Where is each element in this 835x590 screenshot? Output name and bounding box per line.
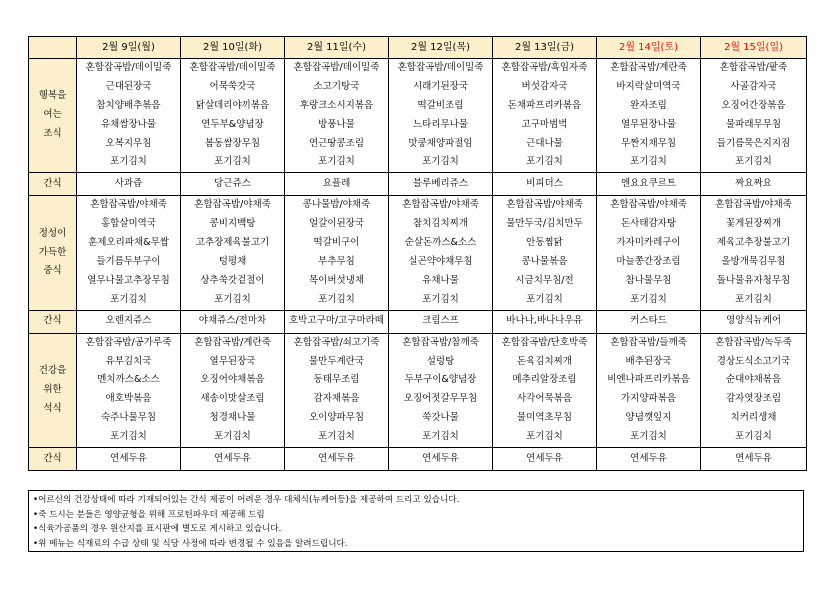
menu-item: 오복지무침: [105, 137, 152, 149]
menu-item: 혼합잡곡밥/계란죽: [194, 336, 271, 348]
meal-cell: [493, 333, 597, 447]
menu-item: 혼합잡곡밥/공가루죽: [85, 336, 172, 348]
menu-item: 사각어묵볶음: [516, 393, 573, 405]
menu-item: 봄동쌈장무침: [204, 137, 261, 149]
menu-item: 새송이맛살조림: [200, 393, 265, 405]
menu-item: 비엔나파프리카볶음: [607, 374, 690, 386]
meal-cell: [493, 196, 597, 310]
snack-cell: 야채쥬스/전마차: [181, 310, 285, 333]
menu-item: 감자엿장조림: [725, 393, 782, 405]
snack-row: [29, 310, 807, 333]
meal-cell: [285, 333, 389, 447]
meal-cell: [493, 59, 597, 173]
menu-item: 마늘쫑간장조림: [616, 256, 681, 268]
menu-item: 근대된장국: [105, 80, 152, 92]
menu-item: 들기름묵은지지짐: [716, 137, 791, 149]
menu-item: 포기김치: [630, 156, 667, 168]
menu-item: 두부구이&양념장: [404, 374, 477, 386]
menu-item: 콩나물밥/야채죽: [302, 199, 371, 211]
snack-cell: 연세두유: [181, 448, 285, 471]
menu-item: 올방개묵김무침: [721, 256, 786, 268]
day-header-6: 2월 14일(토): [597, 37, 701, 59]
snack-cell: 영양식뉴케어: [701, 310, 807, 333]
meal-section-title: 행복을 여는 조식: [29, 59, 77, 173]
menu-item: 혼합잡곡밥/데이밀죽: [85, 62, 172, 73]
menu-item: 메추리알장조림: [512, 374, 577, 386]
snack-cell: 호박고구마/고구마라떼: [285, 310, 389, 333]
menu-item: 혼합잡곡밥/데이밀죽: [293, 62, 380, 73]
menu-item: 떡갈비조림: [417, 99, 464, 111]
menu-item: 포기김치: [110, 293, 147, 305]
menu-item: 양념깻잎지: [625, 412, 672, 424]
menu-item: 돈사태감자탕: [620, 218, 677, 230]
menu-item: 연두부&양념장: [201, 118, 264, 130]
menu-item: 포기김치: [526, 431, 563, 443]
menu-item: 목이버섯냉채: [308, 274, 365, 286]
snack-label: 간식: [29, 448, 77, 471]
snack-cell: 연세두유: [77, 448, 181, 471]
menu-item: 떡갈비구이: [313, 237, 360, 249]
note-line: •식육가공품의 경우 원산지를 표시판에 별도로 게시하고 있습니다.: [33, 524, 282, 534]
menu-item: 가자미카레구이: [616, 237, 681, 249]
menu-item: 혼합잡곡밥/야채죽: [715, 199, 792, 211]
menu-item: 안동찜닭: [526, 237, 563, 249]
meal-cell: [597, 196, 701, 310]
snack-cell: 엔요요쿠르트: [597, 173, 701, 196]
menu-item: 유채쌈장나물: [100, 118, 157, 130]
notes-box: [28, 490, 804, 552]
menu-item: 혼합잡곡밥/데이밀죽: [189, 62, 276, 73]
meal-cell: [701, 59, 807, 173]
meal-cell: [701, 196, 807, 310]
day-header-1: 2월 9일(월): [77, 37, 181, 59]
day-header-7: 2월 15일(일): [701, 37, 807, 59]
menu-item: 포기김치: [630, 431, 667, 443]
menu-item: 방풍나물: [318, 118, 355, 130]
menu-item: 텅평채: [218, 256, 247, 268]
menu-item: 들기름두부구이: [96, 256, 161, 268]
menu-item: 포기김치: [318, 431, 355, 443]
meal-cell: [389, 333, 493, 447]
menu-item: 시금치무침/전: [515, 274, 574, 286]
menu-item: 맛쿵채양파절임: [408, 137, 473, 149]
day-header-3: 2월 11일(수): [285, 37, 389, 59]
snack-cell: 연세두유: [597, 448, 701, 471]
menu-item: 훈제오리파채&무쌈: [88, 237, 169, 249]
snack-cell: 비피더스: [493, 173, 597, 196]
menu-item: 포기김치: [630, 293, 667, 305]
menu-item: 꽃게된장찌개: [725, 218, 782, 230]
menu-item: 숙주나물무침: [100, 412, 157, 424]
menu-item: 부추무침: [318, 256, 355, 268]
menu-item: 콩비지백탕: [209, 218, 256, 230]
menu-item: 참치양배추볶음: [96, 99, 161, 111]
menu-item: 사골감자국: [730, 80, 777, 92]
meal-section-title: 건강을 위한 석식: [29, 333, 77, 447]
menu-item: 혼합잡곡밥/계란죽: [610, 62, 687, 73]
menu-item: 혼합잡곡밥/녹두죽: [715, 336, 792, 348]
meal-row: [29, 196, 807, 310]
menu-item: 혼합잡곡밥/들깨죽: [610, 336, 687, 348]
menu-item: 열무된장국: [209, 355, 256, 367]
snack-cell: 요플레: [285, 173, 389, 196]
menu-item: 순대야채볶음: [725, 374, 782, 386]
day-header-row: [29, 37, 807, 59]
menu-item: 포기김치: [214, 156, 251, 168]
menu-item: 홍합살미역국: [100, 218, 157, 230]
meal-cell: [285, 196, 389, 310]
meal-cell: [181, 196, 285, 310]
snack-row: [29, 448, 807, 471]
menu-item: 완자조림: [630, 99, 667, 111]
menu-item: 열무나물고추장무침: [87, 274, 170, 286]
menu-item: 혼합잡곡밥/야채죽: [506, 199, 583, 211]
snack-cell: 커스타드: [597, 310, 701, 333]
menu-item: 소고기탕국: [313, 80, 360, 92]
meal-cell: [77, 196, 181, 310]
snack-label: 간식: [29, 173, 77, 196]
note-line: •어르신의 건강상태에 따라 기재되어있는 간식 제공이 어려운 경우 대체식(뉴케어등)을 제공하여 드리고 있습니다.: [33, 495, 460, 505]
menu-item: 어묵쑥갓국: [209, 80, 256, 92]
meal-cell: [181, 59, 285, 173]
snack-label: 간식: [29, 310, 77, 333]
menu-item: 치커리생채: [730, 412, 777, 424]
menu-item: 혼합잡곡밥/야채죽: [402, 199, 479, 211]
menu-item: 포기김치: [422, 156, 459, 168]
meal-cell: [77, 59, 181, 173]
menu-item: 근대나물: [526, 137, 563, 149]
menu-item: 애호박볶음: [105, 393, 152, 405]
menu-item: 오징어야채볶음: [200, 374, 265, 386]
menu-item: 유부김치국: [105, 355, 152, 367]
meal-cell: [389, 59, 493, 173]
menu-item: 돌나물유자청무침: [716, 274, 791, 286]
menu-item: 물파래무무침: [725, 118, 782, 130]
menu-item: 후랑크소시지볶음: [299, 99, 374, 111]
meal-cell: [285, 59, 389, 173]
meal-cell: [181, 333, 285, 447]
snack-cell: 사과즙: [77, 173, 181, 196]
menu-item: 포기김치: [735, 156, 772, 168]
menu-item: 실곤약야채무침: [408, 256, 473, 268]
menu-item: 포기김치: [318, 293, 355, 305]
snack-cell: 연세두유: [285, 448, 389, 471]
menu-item: 포기김치: [526, 293, 563, 305]
menu-item: 느타리무나물: [412, 118, 469, 130]
menu-item: 혼합잡곡밥/야채죽: [194, 199, 271, 211]
menu-item: 고구마범벅: [521, 118, 568, 130]
menu-item: 무짠지채무침: [620, 137, 677, 149]
snack-cell: 연세두유: [389, 448, 493, 471]
menu-item: 포기김치: [110, 431, 147, 443]
meal-cell: [597, 333, 701, 447]
menu-item: 혼합잡곡밥/참깨죽: [402, 336, 479, 348]
menu-item: 경상도식소고기국: [716, 355, 791, 367]
menu-item: 제육고추장불고기: [716, 237, 791, 249]
menu-item: 돈육김치찌개: [516, 355, 573, 367]
meal-cell: [597, 59, 701, 173]
menu-item: 시래기된장국: [412, 80, 469, 92]
menu-item: 고추장제육불고기: [195, 237, 270, 249]
menu-item: 얼갈이된장국: [308, 218, 365, 230]
menu-item: 혼합잡곡밥/야채죽: [90, 199, 167, 211]
menu-item: 혼합잡곡밥/단호박죽: [501, 336, 588, 348]
snack-cell: 크림스프: [389, 310, 493, 333]
menu-item: 연근땅콩조림: [308, 137, 365, 149]
menu-item: 동태무조림: [313, 374, 360, 386]
menu-item: 혼합잡곡밥/데이밀죽: [397, 62, 484, 73]
meal-row: [29, 59, 807, 173]
meal-cell: [389, 196, 493, 310]
menu-item: 물미역초무침: [516, 412, 573, 424]
snack-cell: 블루베리쥬스: [389, 173, 493, 196]
menu-item: 혼합잡곡밥/야채죽: [610, 199, 687, 211]
menu-item: 쑥갓나물: [422, 412, 459, 424]
menu-item: 열무된장나물: [620, 118, 677, 130]
meal-row: [29, 333, 807, 447]
menu-item: 혼합잡곡밥/흑임자죽: [501, 62, 588, 73]
snack-row: [29, 173, 807, 196]
menu-item: 참치김치찌개: [412, 218, 469, 230]
meal-cell: [77, 333, 181, 447]
menu-item: 가지양파볶음: [620, 393, 677, 405]
menu-body: [29, 59, 807, 471]
menu-item: 포기김치: [110, 156, 147, 168]
snack-cell: 당근쥬스: [181, 173, 285, 196]
menu-item: 포기김치: [735, 431, 772, 443]
note-line: •위 메뉴는 식재료의 수급 상태 및 식당 사정에 따라 변경될 수 있음을 알려드립니다.: [33, 538, 348, 549]
menu-item: 배추된장국: [625, 355, 672, 367]
menu-item: 유채나물: [422, 274, 459, 286]
day-header-4: 2월 12일(목): [389, 37, 493, 59]
menu-item: 포기김치: [422, 293, 459, 305]
menu-item: 버섯감자국: [521, 80, 568, 92]
day-header-5: 2월 13일(금): [493, 37, 597, 59]
meal-section-title: 정성이 가득한 중식: [29, 196, 77, 310]
snack-cell: 오렌지쥬스: [77, 310, 181, 333]
menu-item: 혼합잡곡밥/팥죽: [719, 62, 788, 73]
menu-item: 포기김치: [214, 293, 251, 305]
menu-item: 혼합잡곡밥/쇠고기죽: [293, 336, 380, 348]
menu-item: 순살돈까스&소스: [404, 237, 477, 249]
snack-cell: 연세두유: [493, 448, 597, 471]
menu-item: 설렁탕: [426, 355, 455, 367]
snack-cell: 짜요짜요: [701, 173, 807, 196]
menu-item: 참나물무침: [625, 274, 672, 286]
day-header-2: 2월 10일(화): [181, 37, 285, 59]
menu-item: 오이양파무침: [308, 412, 365, 424]
snack-cell: 바나나,바나나우유: [493, 310, 597, 333]
menu-item: 돈채파프리카볶음: [507, 99, 582, 111]
menu-item: 물만두계란국: [308, 355, 365, 367]
menu-item: 포기김치: [318, 156, 355, 168]
menu-item: 콩나물볶음: [521, 256, 568, 268]
menu-item: 포기김치: [214, 431, 251, 443]
menu-item: 닭살데리야끼볶음: [195, 99, 270, 111]
menu-item: 포기김치: [422, 431, 459, 443]
menu-item: 감자채볶음: [313, 393, 360, 405]
snack-cell: 연세두유: [701, 448, 807, 471]
menu-item: 오징어간장볶음: [721, 99, 786, 111]
corner-cell: [29, 37, 77, 59]
menu-item: 오징어젓갈무무침: [403, 393, 478, 405]
menu-item: 물만두국/김치만두: [506, 218, 583, 230]
menu-item: 청경채나물: [209, 412, 256, 424]
meal-cell: [701, 333, 807, 447]
note-line: •죽 드시는 분들은 영양균형을 위해 프로틴파우더 제공해 드림: [33, 509, 265, 520]
menu-item: 멘치까스&소스: [97, 374, 160, 386]
menu-item: 상추쑥갓겉절이: [200, 274, 265, 286]
menu-item: 포기김치: [526, 156, 563, 168]
weekly-menu-table: [28, 36, 807, 471]
menu-item: 포기김치: [735, 293, 772, 305]
menu-item: 바지락살미역국: [616, 80, 681, 92]
